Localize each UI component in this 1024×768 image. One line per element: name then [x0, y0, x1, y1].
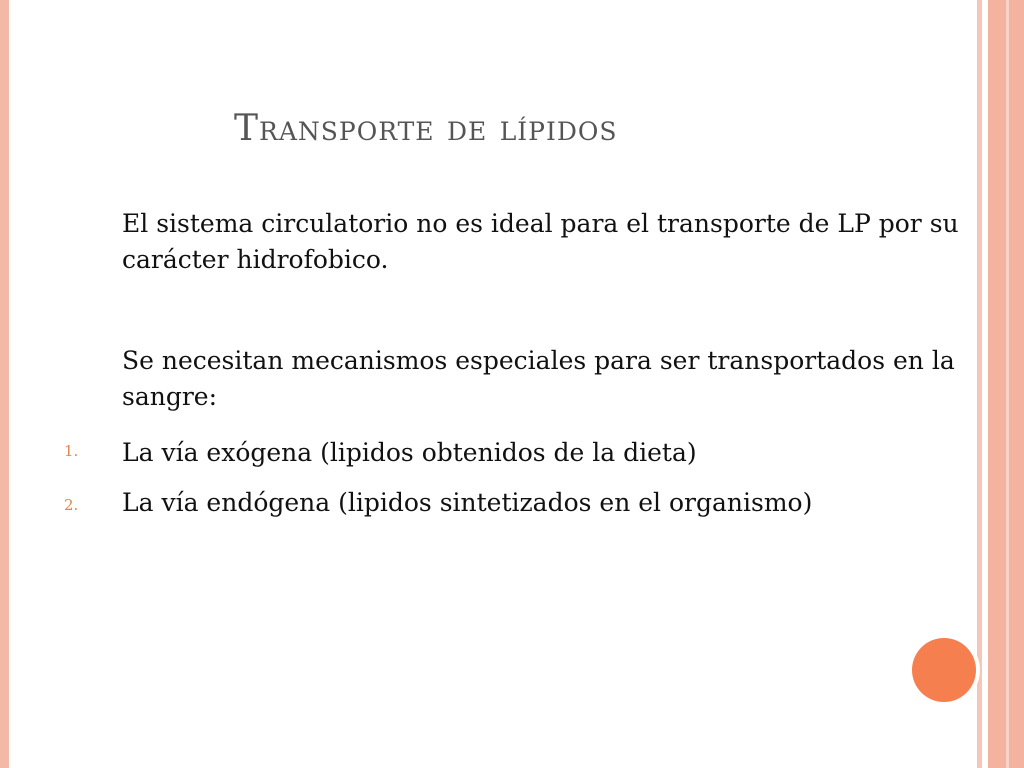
paragraph-circulatory-system: El sistema circulatorio no es ideal para el transporte de LP por su carácter hidrofobico. — [122, 209, 959, 274]
right-border-inner-stripe — [1006, 0, 1009, 768]
paragraph-special-mechanisms: Se necesitan mecanismos especiales para ser transportados en la sangre: — [122, 346, 955, 411]
slide-title: Transporte de lípidos — [234, 108, 618, 149]
list-item-number: 2. — [64, 496, 79, 514]
list-item-text: La vía endógena (lipidos sintetizados en el organismo) — [122, 488, 813, 517]
list-item-text: La vía exógena (lipidos obtenidos de la dieta) — [122, 438, 697, 467]
left-border-stripe — [0, 0, 9, 768]
list-item-number: 1. — [64, 442, 79, 460]
decorative-circle-icon — [912, 638, 976, 702]
right-border-thin-stripe — [977, 0, 982, 768]
